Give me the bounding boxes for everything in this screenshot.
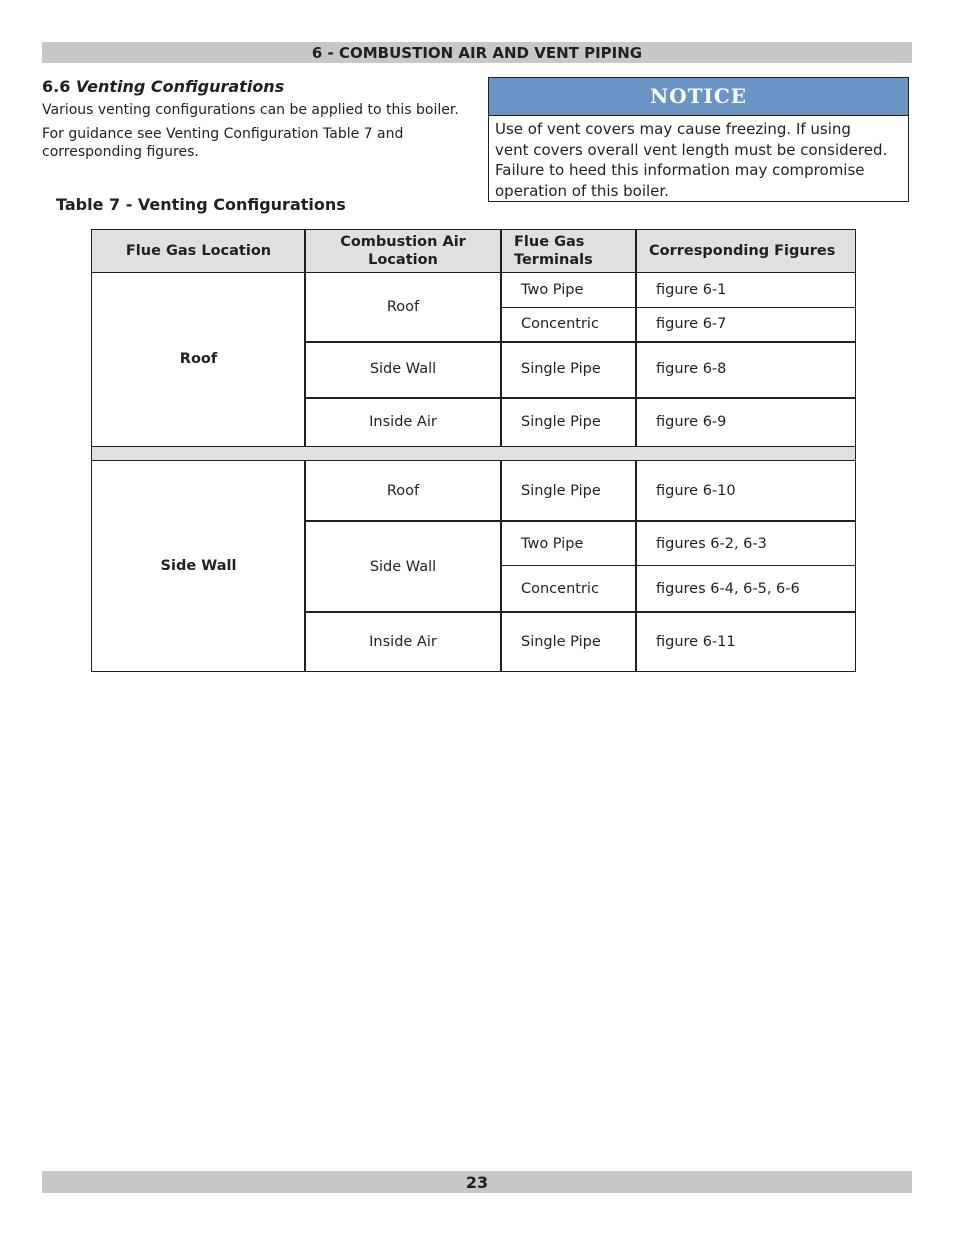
group-separator [92, 446, 855, 460]
air-location-cell: Side Wall [369, 558, 437, 575]
figures-cell: figures 6-4, 6-5, 6-6 [656, 581, 800, 597]
table-rule [305, 520, 855, 522]
flue-gas-location-roof: Roof [179, 351, 218, 367]
terminal-cell: Single Pipe [521, 482, 601, 499]
figures-cell: figure 6-7 [656, 316, 727, 332]
figures-cell: figure 6-10 [656, 482, 736, 499]
table-rule [500, 230, 502, 446]
terminal-cell: Concentric [521, 316, 599, 332]
section-title: Venting Configurations [75, 77, 285, 96]
figures-cell: figure 6-8 [656, 361, 727, 377]
table-rule [92, 272, 855, 273]
column-header-flue-gas-terminals: Flue Gas Terminals [501, 230, 636, 272]
flue-gas-location-side-wall: Side Wall [160, 557, 237, 574]
table-rule [304, 460, 306, 671]
venting-configurations-table [91, 229, 856, 672]
notice-line: vent covers overall vent length must be considered. [495, 140, 888, 159]
figures-cell: figure 6-11 [656, 633, 736, 650]
terminal-cell: Single Pipe [521, 361, 601, 377]
notice-title: NOTICE [489, 78, 908, 116]
column-header-corresponding-figures: Corresponding Figures [636, 230, 855, 272]
intro-paragraph: Various venting configurations can be applied to this boiler. [42, 102, 459, 118]
table-rule [501, 565, 855, 566]
notice-line: Use of vent covers may cause freezing. If using [495, 120, 851, 138]
section-header-bar: 6 - COMBUSTION AIR AND VENT PIPING [42, 42, 912, 63]
table-rule [635, 460, 637, 671]
page-number-bar: 23 [42, 1171, 912, 1193]
table-rule [92, 446, 855, 447]
table-rule [305, 397, 855, 399]
notice-line: operation of this boiler. [495, 181, 669, 200]
table-rule [304, 230, 306, 446]
table-rule [92, 460, 855, 461]
air-location-cell: Inside Air [369, 413, 437, 430]
guidance-paragraph: For guidance see Venting Configuration Table 7 and corresponding figures. [42, 126, 404, 160]
table-rule [501, 307, 855, 308]
section-heading [42, 77, 284, 96]
air-location-cell: Side Wall [369, 361, 437, 377]
column-header-combustion-air-location: Combustion Air Location [305, 230, 501, 272]
terminal-cell: Two Pipe [521, 281, 584, 298]
figures-cell: figure 6-1 [656, 281, 727, 298]
air-location-cell: Inside Air [369, 633, 437, 650]
column-header-flue-gas-location: Flue Gas Location [92, 230, 305, 272]
terminal-cell: Single Pipe [521, 633, 601, 650]
notice-line: Failure to heed this information may compromise [495, 161, 865, 179]
terminal-cell: Two Pipe [521, 535, 584, 552]
figures-cell: figures 6-2, 6-3 [656, 535, 767, 552]
table-rule [635, 230, 637, 446]
terminal-cell: Concentric [521, 581, 599, 597]
notice-box [488, 77, 909, 202]
notice-text [489, 116, 908, 201]
air-location-cell: Roof [386, 298, 420, 315]
table-rule [305, 341, 855, 343]
figures-cell: figure 6-9 [656, 413, 727, 430]
air-location-cell: Roof [386, 482, 420, 499]
terminal-cell: Single Pipe [521, 413, 601, 430]
table-rule [500, 460, 502, 671]
table-rule [305, 611, 855, 613]
section-number: 6.6 [42, 77, 71, 96]
table-caption: Table 7 - Venting Configurations [56, 195, 346, 214]
